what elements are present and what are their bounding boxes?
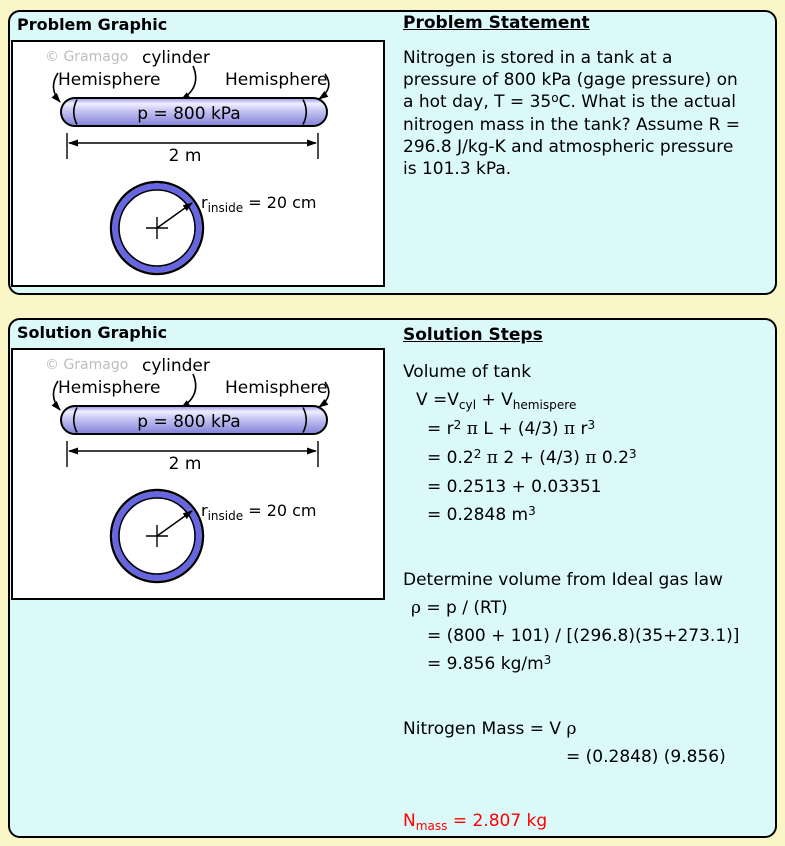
solution-steps-section — [403, 325, 775, 836]
cylinder-label: cylinder — [142, 48, 210, 68]
solution-line: = (800 + 101) / [(296.8)(35+273.1)] — [427, 626, 740, 646]
problem-diagram — [13, 42, 383, 285]
statement-line: nitrogen mass in the tank? Assume R = — [403, 115, 741, 135]
copyright-label: © Gramago — [45, 357, 129, 373]
statement-line: pressure of 800 kPa (gage pressure) on — [403, 70, 738, 90]
hemisphere-right-label: Hemisphere — [225, 70, 328, 90]
problem-statement-section — [403, 13, 775, 180]
solution-line: = 0.2513 + 0.03351 — [427, 477, 602, 497]
solution-line: Volume of tank — [403, 362, 532, 382]
solution-line: $N_{mass} = 2.807$ kg — [403, 811, 548, 833]
statement-line: 296.8 J/kg-K and atmospheric pressure — [403, 137, 734, 157]
tank-cross-section — [111, 490, 203, 582]
pressure-label: p = 800 kPa — [137, 104, 241, 124]
hemisphere-left-label: Hemisphere — [58, 70, 161, 90]
problem-panel — [8, 10, 777, 295]
blank-line — [403, 771, 775, 807]
tank-diagram-svg — [13, 350, 383, 593]
length-label: 2 m — [168, 146, 202, 166]
solution-line: ρ = p / (RT) — [411, 598, 508, 618]
solution-line: = 0.2848 $m^3$ — [427, 503, 536, 525]
statement-line: is 101.3 kPa. — [403, 159, 512, 179]
cylinder-pointer-arrow — [181, 66, 196, 100]
blank-line — [403, 530, 775, 566]
tank-diagram-svg — [13, 42, 383, 285]
solution-graphic-title: Solution Graphic — [17, 323, 168, 342]
solution-steps-text — [403, 358, 775, 836]
radius-label: $r_{inside} = 20$ cm — [201, 501, 317, 523]
blank-line — [403, 679, 775, 715]
solution-line: Determine volume from Ideal gas law — [403, 570, 723, 590]
solution-line: = $r^2$ π L + (4/3) π $r^3$ — [427, 417, 596, 439]
solution-diagram — [13, 350, 383, 593]
copyright-label: © Gramago — [45, 49, 129, 65]
solution-line: = 9.856 $kg/m^3$ — [427, 652, 552, 674]
problem-graphic-title: Problem Graphic — [17, 15, 168, 34]
solution-line: $V =V_{cyl} + V_{hemispere}$ — [416, 390, 577, 412]
solution-line: Nitrogen Mass = V ρ — [403, 719, 577, 739]
problem-statement-text — [403, 47, 775, 180]
cylinder-label: cylinder — [142, 356, 210, 376]
problem-graphic-box — [11, 40, 385, 287]
radius-label: $r_{inside} = 20$ cm — [201, 193, 317, 215]
solution-steps-title: Solution Steps — [403, 325, 543, 345]
hemisphere-right-label: Hemisphere — [225, 378, 328, 398]
statement-line: a hot day, $T = 35^oC$. What is the actual — [403, 90, 736, 112]
statement-line: Nitrogen is stored in a tank at a — [403, 48, 673, 68]
length-label: 2 m — [168, 454, 202, 474]
problem-statement-title: Problem Statement — [403, 13, 590, 33]
solution-graphic-box — [11, 348, 385, 600]
tank-cross-section — [111, 182, 203, 274]
pressure-label: p = 800 kPa — [137, 412, 241, 432]
hemisphere-left-label: Hemisphere — [58, 378, 161, 398]
solution-panel — [8, 318, 777, 838]
solution-line: = $0.2^2$ π 2 + (4/3) π $0.2^3$ — [427, 446, 637, 468]
solution-line: = (0.2848) (9.856) — [566, 747, 726, 767]
cylinder-pointer-arrow — [181, 374, 196, 408]
